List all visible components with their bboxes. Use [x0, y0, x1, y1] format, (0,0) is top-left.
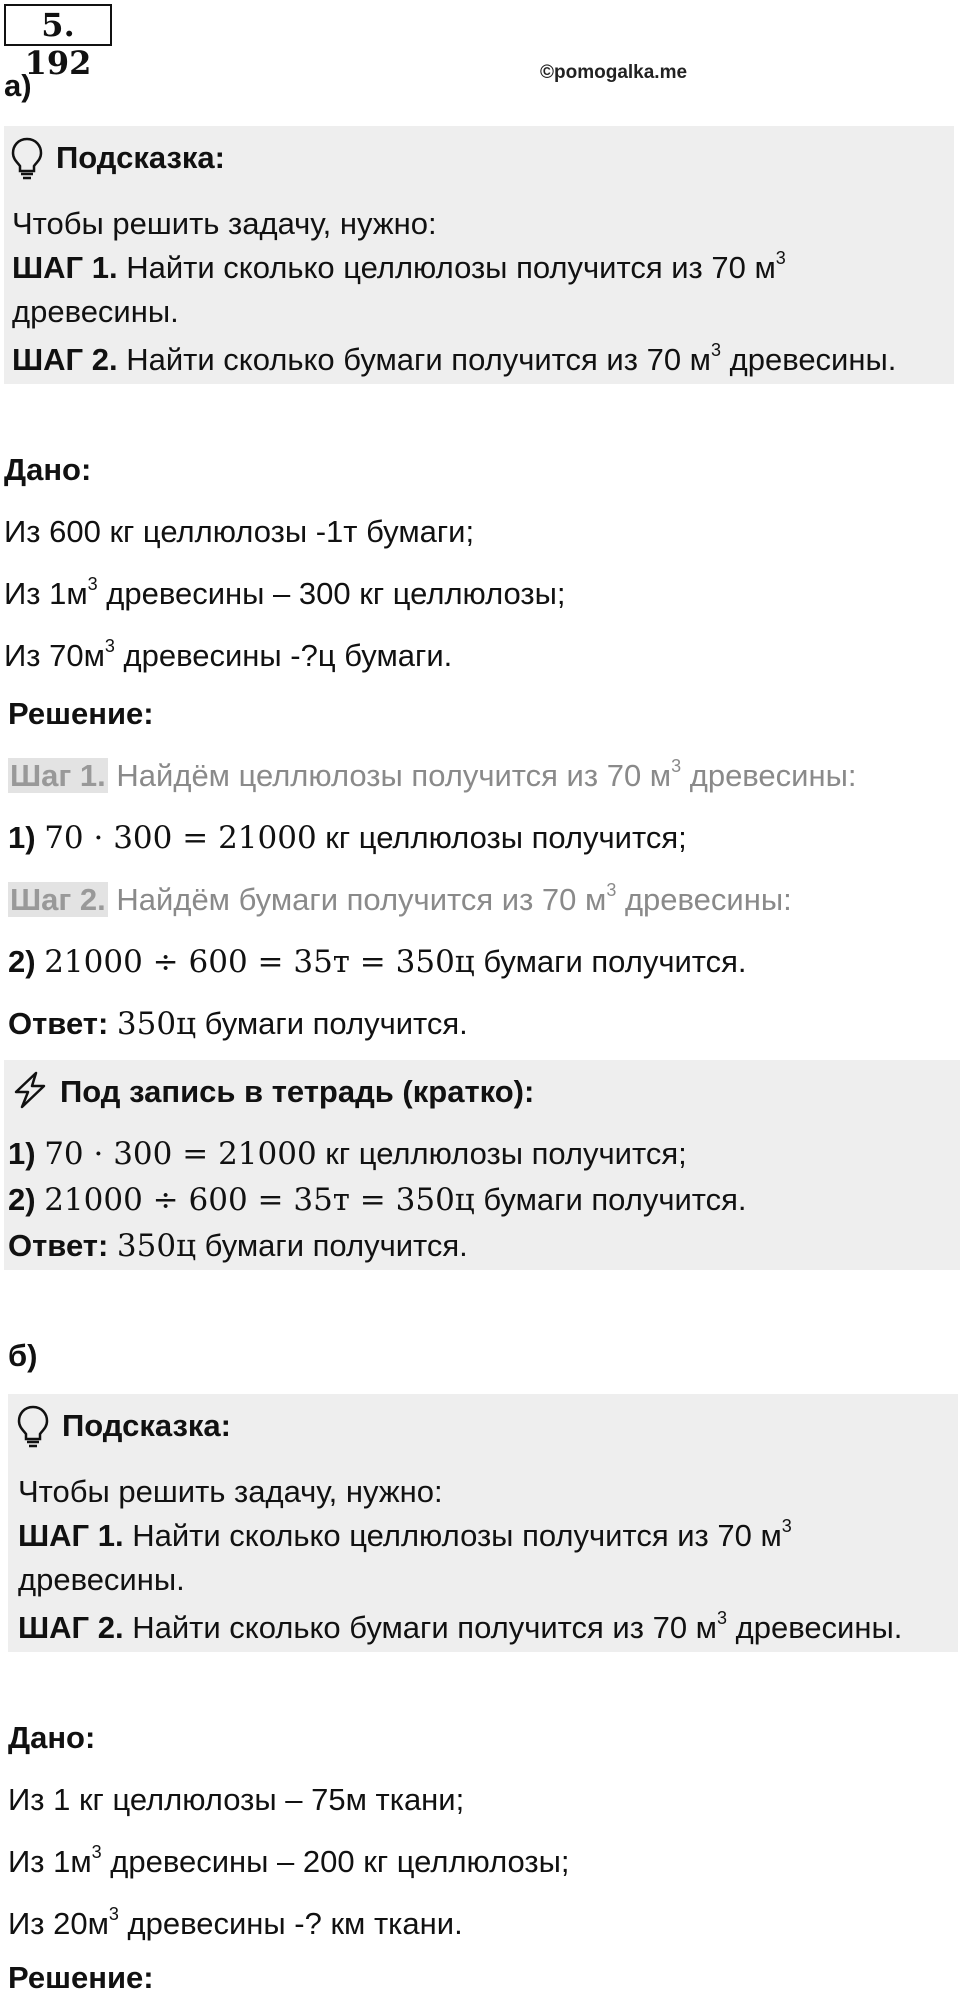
- notebook-line-1: 1) 70 · 300 = 21000 кг целлюлозы получится;: [8, 1136, 687, 1172]
- solution-step1-a: Шаг 1. Найдём целлюлозы получится из 70 $м^3$ древесины:: [10, 756, 857, 793]
- notebook-title: Под запись в тетрадь (кратко):: [60, 1074, 535, 1109]
- calc1-a: 1) 70 · 300 = 21000 кг целлюлозы получится;: [8, 820, 687, 856]
- hint-title-a: Подсказка:: [56, 140, 225, 175]
- given-line-a-1: Из 600 кг целлюлозы -1т бумаги;: [4, 514, 475, 549]
- solution-title-a: Решение:: [8, 696, 154, 731]
- notebook-line-2: 2) 21000 ÷ 600 = 35т = 350ц бумаги получится.: [8, 1182, 747, 1218]
- hint-step2-b: ШАГ 2. Найти сколько бумаги получится из 70 $м^3$ древесины.: [18, 1608, 903, 1645]
- given-line-b-1: Из 1 кг целлюлозы – 75м ткани;: [8, 1782, 465, 1817]
- problem-number: 5. 192: [4, 4, 112, 46]
- part-b-label: б): [8, 1338, 38, 1373]
- solution-title-b: Решение:: [8, 1960, 154, 1995]
- part-a-label: а): [4, 68, 32, 103]
- given-line-a-2: Из $1м^3$ древесины – 300 кг целлюлозы;: [4, 574, 566, 611]
- hint-step2-a: ШАГ 2. Найти сколько бумаги получится из 70 $м^3$ древесины.: [12, 340, 897, 377]
- lightning-icon: [10, 1070, 50, 1110]
- notebook-answer: Ответ: 350ц бумаги получится.: [8, 1228, 468, 1264]
- hint-intro-a: Чтобы решить задачу, нужно:: [12, 206, 437, 241]
- hint-intro-b: Чтобы решить задачу, нужно:: [18, 1474, 443, 1509]
- lightbulb-icon: [10, 136, 44, 180]
- lightbulb-icon: [16, 1404, 50, 1448]
- given-title-a: Дано:: [4, 452, 92, 487]
- watermark: ©pomogalka.me: [540, 62, 688, 83]
- given-line-a-3: Из $70м^3$ древесины -?ц бумаги.: [4, 636, 453, 673]
- solution-step2-a: Шаг 2. Найдём бумаги получится из 70 $м^3$ древесины:: [10, 880, 792, 917]
- given-line-b-2: Из $1м^3$ древесины – 200 кг целлюлозы;: [8, 1842, 570, 1879]
- hint-step1-cont-a: древесины.: [12, 294, 179, 329]
- calc2-a: 2) 21000 ÷ 600 = 35т = 350ц бумаги получится.: [8, 944, 747, 980]
- hint-step1-cont-b: древесины.: [18, 1562, 185, 1597]
- given-line-b-3: Из $20м^3$ древесины -? км ткани.: [8, 1904, 463, 1941]
- given-title-b: Дано:: [8, 1720, 96, 1755]
- hint-step1-b: ШАГ 1. Найти сколько целлюлозы получится из 70 $м^3$: [18, 1516, 792, 1553]
- answer-a: Ответ: 350ц бумаги получится.: [8, 1006, 468, 1042]
- hint-step1-a: ШАГ 1. Найти сколько целлюлозы получится из 70 $м^3$: [12, 248, 786, 285]
- hint-title-b: Подсказка:: [62, 1408, 231, 1443]
